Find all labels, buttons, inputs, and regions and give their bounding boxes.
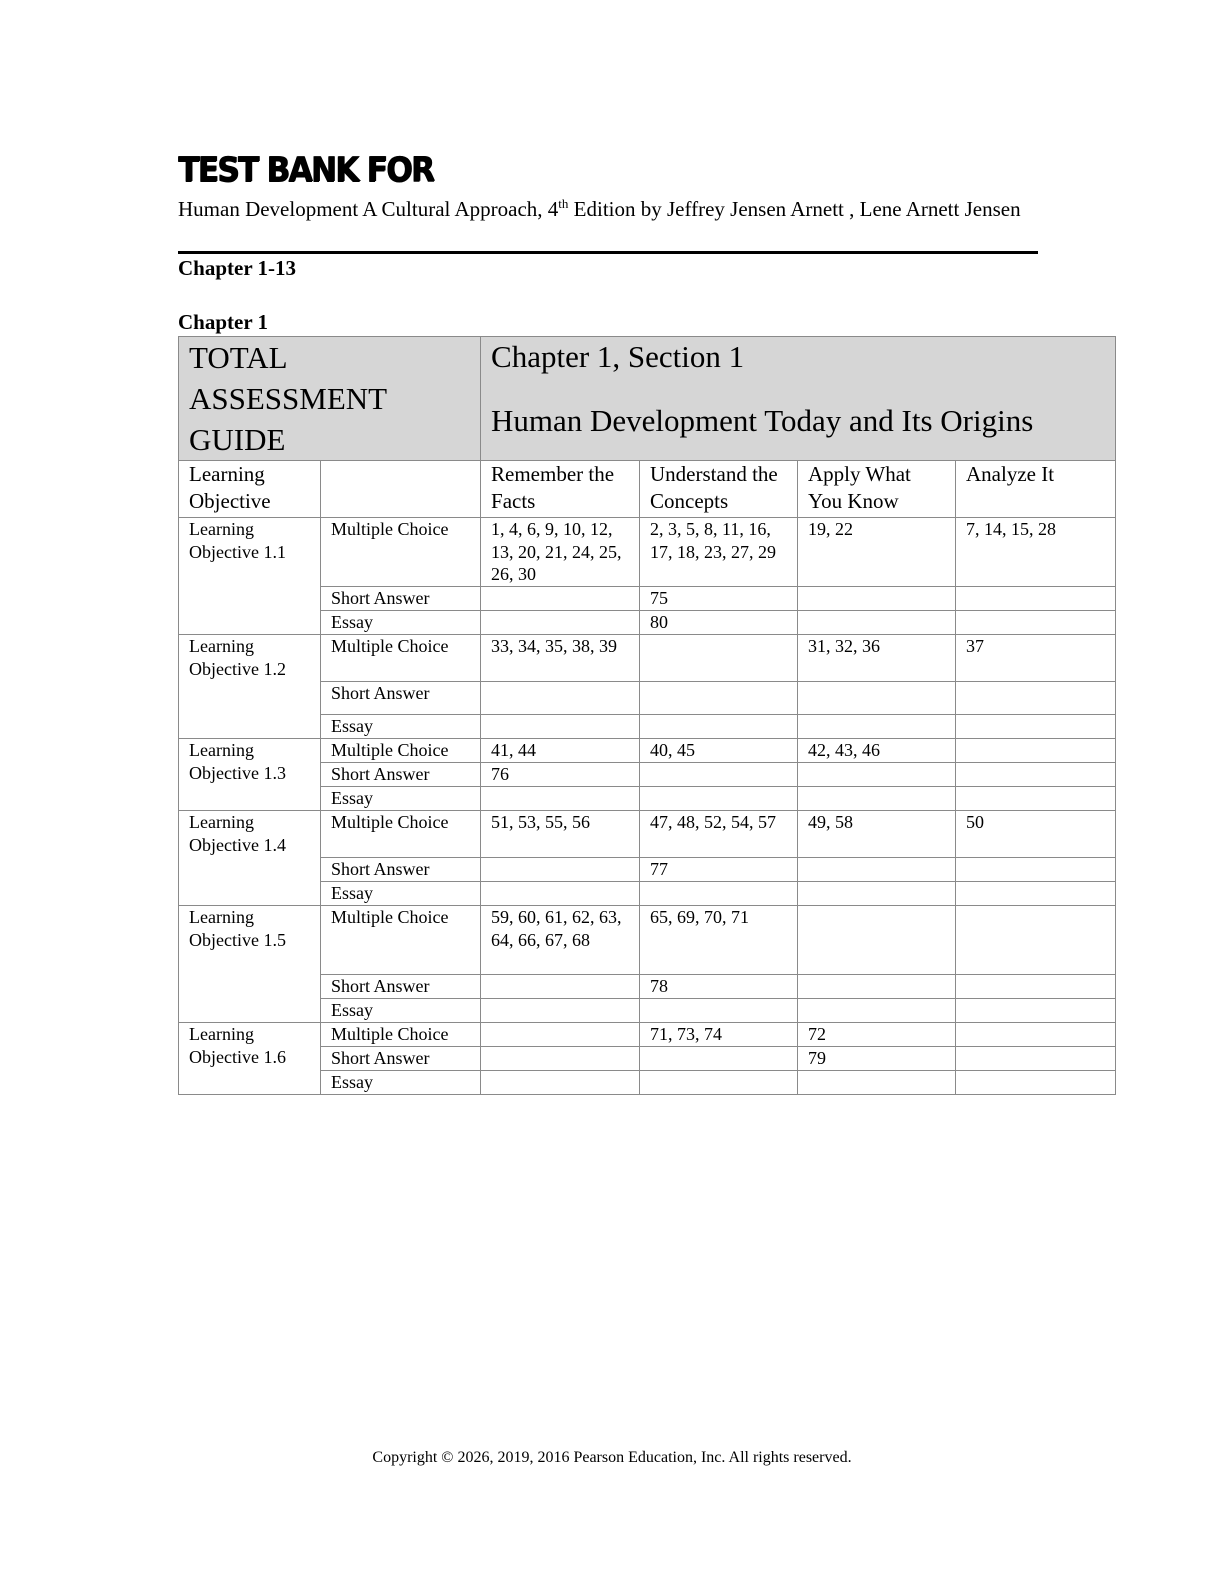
question-type-cell: Multiple Choice [321,635,481,682]
question-type-cell: Essay [321,611,481,635]
understand-concepts-cell [640,787,798,811]
remember-facts-cell [481,715,640,739]
learning-objective-label: Learning Objective 1.5 [179,906,321,1023]
learning-objective-label: Learning Objective 1.6 [179,1023,321,1095]
table-row [179,906,1116,975]
chapter-range: Chapter 1-13 [178,256,297,280]
question-type-cell: Short Answer [321,858,481,882]
understand-concepts-cell [640,763,798,787]
question-type-cell: Essay [321,999,481,1023]
apply-what-you-know-cell: 49, 58 [798,811,956,858]
analyze-it-cell [956,587,1116,611]
question-type-cell: Short Answer [321,763,481,787]
heading-line: GUIDE [189,422,286,457]
remember-facts-cell: 33, 34, 35, 38, 39 [481,635,640,682]
question-type-cell: Multiple Choice [321,906,481,975]
understand-concepts-cell: 80 [640,611,798,635]
understand-concepts-cell [640,682,798,715]
analyze-it-cell: 7, 14, 15, 28 [956,518,1116,587]
understand-concepts-cell [640,1071,798,1095]
analyze-it-cell [956,858,1116,882]
learning-objective-label: Learning Objective 1.3 [179,739,321,811]
remember-facts-cell: 51, 53, 55, 56 [481,811,640,858]
apply-what-you-know-cell [798,858,956,882]
column-header-remember: Remember the Facts [481,461,640,518]
table-row [179,1023,1116,1047]
analyze-it-cell [956,763,1116,787]
analyze-it-cell [956,1023,1116,1047]
table-row [179,518,1116,587]
column-header-analyze: Analyze It [956,461,1116,518]
column-header-objective: Learning Objective [179,461,321,518]
understand-concepts-cell [640,1047,798,1071]
remember-facts-cell [481,611,640,635]
heading-line: TOTAL [189,340,288,375]
remember-facts-cell [481,882,640,906]
table-row [179,811,1116,858]
question-type-cell: Multiple Choice [321,1023,481,1047]
understand-concepts-cell [640,999,798,1023]
question-type-cell: Multiple Choice [321,811,481,858]
analyze-it-cell [956,1071,1116,1095]
remember-facts-cell [481,1023,640,1047]
document-title: TEST BANK FOR [178,150,433,190]
guide-heading-row [179,337,1116,461]
apply-what-you-know-cell [798,882,956,906]
section-heading [481,337,1116,461]
understand-concepts-cell [640,882,798,906]
apply-what-you-know-cell [798,682,956,715]
understand-concepts-cell [640,715,798,739]
question-type-cell: Short Answer [321,975,481,999]
remember-facts-cell [481,999,640,1023]
remember-facts-cell: 76 [481,763,640,787]
remember-facts-cell [481,858,640,882]
apply-what-you-know-cell [798,975,956,999]
table-row [179,739,1116,763]
heading-line: ASSESSMENT [189,381,388,416]
learning-objective-label: Learning Objective 1.2 [179,635,321,739]
apply-what-you-know-cell: 72 [798,1023,956,1047]
understand-concepts-cell: 77 [640,858,798,882]
subtitle-rest: Edition by Jeffrey Jensen Arnett , Lene Arnett Jensen [568,197,1021,221]
understand-concepts-cell: 75 [640,587,798,611]
question-type-cell: Short Answer [321,587,481,611]
question-type-cell: Essay [321,882,481,906]
remember-facts-cell [481,975,640,999]
remember-facts-cell [481,787,640,811]
analyze-it-cell [956,999,1116,1023]
apply-what-you-know-cell: 19, 22 [798,518,956,587]
understand-concepts-cell: 65, 69, 70, 71 [640,906,798,975]
analyze-it-cell [956,1047,1116,1071]
apply-what-you-know-cell [798,906,956,975]
question-type-cell: Short Answer [321,1047,481,1071]
analyze-it-cell [956,975,1116,999]
copyright-footer: Copyright © 2026, 2019, 2016 Pearson Education, Inc. All rights reserved. [372,1449,852,1466]
table-row [179,635,1116,682]
title-divider [178,251,1038,254]
remember-facts-cell [481,682,640,715]
analyze-it-cell [956,787,1116,811]
understand-concepts-cell: 47, 48, 52, 54, 57 [640,811,798,858]
apply-what-you-know-cell: 31, 32, 36 [798,635,956,682]
assessment-guide-table [178,336,1116,1095]
understand-concepts-cell [640,635,798,682]
column-header-row [179,461,1116,518]
question-type-cell: Essay [321,715,481,739]
learning-objective-label: Learning Objective 1.1 [179,518,321,635]
apply-what-you-know-cell [798,587,956,611]
understand-concepts-cell: 2, 3, 5, 8, 11, 16, 17, 18, 23, 27, 29 [640,518,798,587]
subtitle-main: Human Development A Cultural Approach, 4 [178,197,559,221]
apply-what-you-know-cell [798,999,956,1023]
apply-what-you-know-cell: 79 [798,1047,956,1071]
analyze-it-cell [956,739,1116,763]
remember-facts-cell [481,1047,640,1071]
understand-concepts-cell: 40, 45 [640,739,798,763]
question-type-cell: Essay [321,1071,481,1095]
total-assessment-heading [179,337,481,461]
apply-what-you-know-cell: 42, 43, 46 [798,739,956,763]
analyze-it-cell: 37 [956,635,1116,682]
book-subtitle [178,195,1038,223]
analyze-it-cell [956,715,1116,739]
apply-what-you-know-cell [798,715,956,739]
apply-what-you-know-cell [798,787,956,811]
column-header-understand: Understand the Concepts [640,461,798,518]
apply-what-you-know-cell [798,1071,956,1095]
analyze-it-cell [956,682,1116,715]
question-type-cell: Short Answer [321,682,481,715]
analyze-it-cell: 50 [956,811,1116,858]
section-topic: Human Development Today and Its Origins [491,403,1034,438]
chapter-label: Chapter 1 [178,310,269,334]
understand-concepts-cell: 78 [640,975,798,999]
remember-facts-cell [481,1071,640,1095]
question-type-cell: Multiple Choice [321,518,481,587]
column-header-type [321,461,481,518]
edition-superscript: th [558,196,569,211]
apply-what-you-know-cell [798,763,956,787]
question-type-cell: Multiple Choice [321,739,481,763]
column-header-apply: Apply What You Know [798,461,956,518]
analyze-it-cell [956,906,1116,975]
remember-facts-cell: 1, 4, 6, 9, 10, 12, 13, 20, 21, 24, 25, 26, 30 [481,518,640,587]
learning-objective-label: Learning Objective 1.4 [179,811,321,906]
question-type-cell: Essay [321,787,481,811]
analyze-it-cell [956,882,1116,906]
remember-facts-cell [481,587,640,611]
understand-concepts-cell: 71, 73, 74 [640,1023,798,1047]
apply-what-you-know-cell [798,611,956,635]
remember-facts-cell: 59, 60, 61, 62, 63, 64, 66, 67, 68 [481,906,640,975]
analyze-it-cell [956,611,1116,635]
section-title: Chapter 1, Section 1 [491,339,745,374]
remember-facts-cell: 41, 44 [481,739,640,763]
